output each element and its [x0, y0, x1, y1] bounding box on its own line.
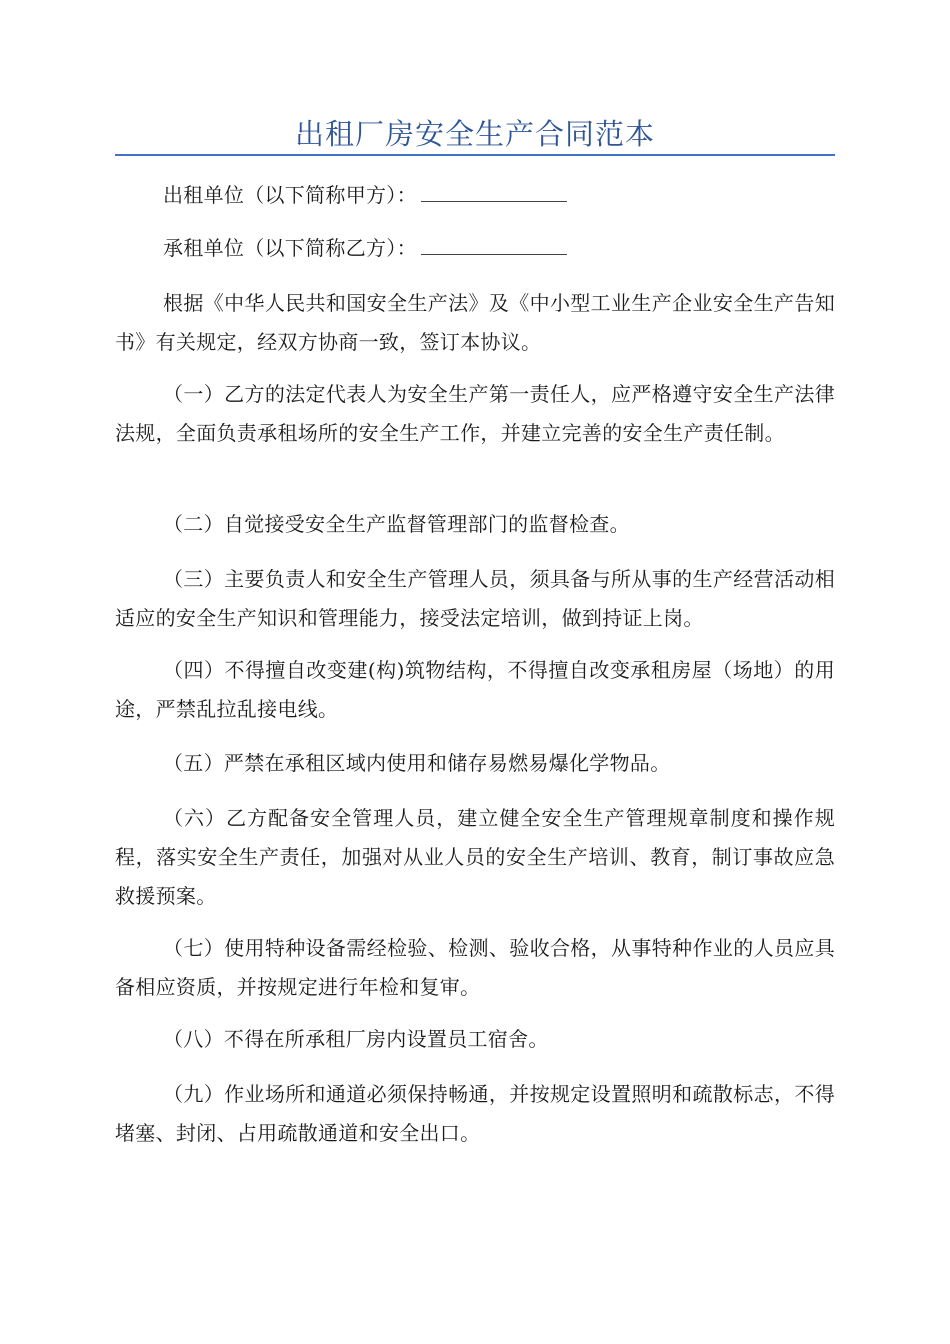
clause-7: （七）使用特种设备需经检验、检测、验收合格，从事特种作业的人员应具备相应资质，并按规定进行年检和复审。	[115, 936, 835, 999]
clause-1: （一）乙方的法定代表人为安全生产第一责任人，应严格遵守安全生产法律法规，全面负责承租场所的安全生产工作，并建立完善的安全生产责任制。	[115, 382, 835, 445]
lessee-line	[115, 229, 835, 268]
clause-4: （四）不得擅自改变建(构)筑物结构，不得擅自改变承租房屋（场地）的用途，严禁乱拉乱接电线。	[115, 658, 835, 721]
clause-5: （五）严禁在承租区域内使用和储存易燃易爆化学物品。	[163, 751, 671, 775]
clause-3: （三）主要负责人和安全生产管理人员，须具备与所从事的生产经营活动相适应的安全生产知识和管理能力，接受法定培训，做到持证上岗。	[115, 567, 835, 630]
title-underline	[115, 154, 835, 156]
lessee-label: 承租单位（以下简称乙方）：	[163, 236, 417, 260]
lessor-blank-field	[421, 181, 567, 202]
clause-2: （二）自觉接受安全生产监督管理部门的监督检查。	[163, 512, 630, 536]
lessor-label: 出租单位（以下简称甲方）：	[163, 183, 417, 207]
clause-8: （八）不得在所承租厂房内设置员工宿舍。	[163, 1027, 549, 1051]
document-title: 出租厂房安全生产合同范本	[294, 117, 655, 151]
lessee-blank-field	[421, 234, 567, 255]
clause-9: （九）作业场所和通道必须保持畅通，并按规定设置照明和疏散标志，不得堵塞、封闭、占用疏散通道和安全出口。	[115, 1082, 835, 1145]
preamble-paragraph: 根据《中华人民共和国安全生产法》及《中小型工业生产企业安全生产告知书》有关规定，经双方协商一致，签订本协议。	[115, 291, 835, 354]
lessor-line	[115, 176, 835, 215]
clause-6: （六）乙方配备安全管理人员，建立健全安全生产管理规章制度和操作规程，落实安全生产责任，加强对从业人员的安全生产培训、教育，制订事故应急救援预案。	[115, 806, 835, 908]
